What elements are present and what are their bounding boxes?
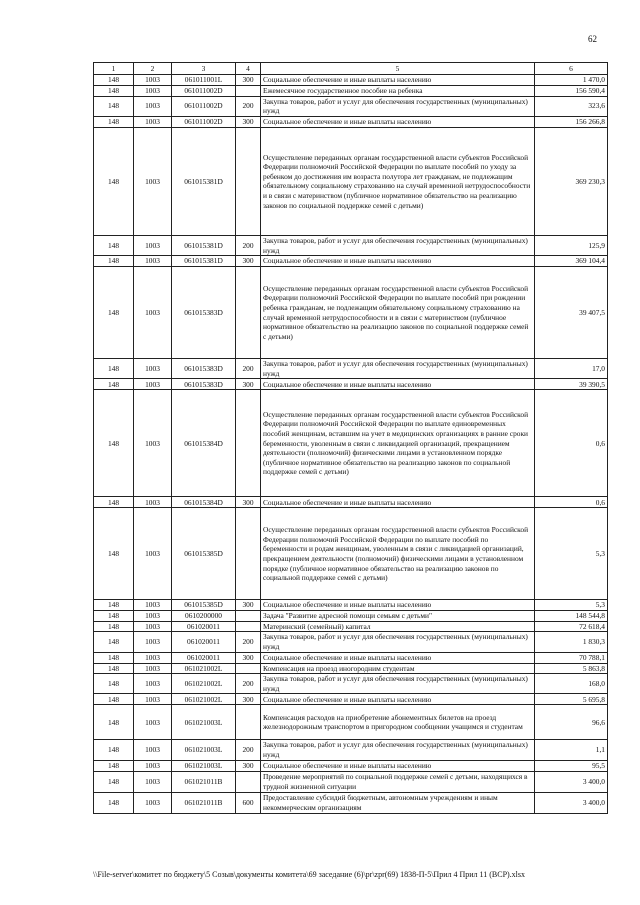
description-cell: Осуществление переданных органам государственной власти субъектов Российской Федерации полномочий Российской Федерации по выплате пособий по уходу за ребенком до достижения им возраста полутора лет гражданам, не подлежащим обязательному социальному страхованию на случай временной нетрудоспособности и в связи с материнством (публичное нормативное обязательство на реализацию законов по социальной поддержке семей с детьми) xyxy=(261,127,535,235)
target-article-cell: 061011002D xyxy=(172,85,236,96)
section-cell: 1003 xyxy=(134,85,172,96)
target-article-cell: 061015384D xyxy=(172,497,236,508)
amount-cell: 17,0 xyxy=(535,359,608,379)
amount-cell: 39 390,5 xyxy=(535,379,608,390)
section-cell: 1003 xyxy=(134,267,172,359)
expense-type-cell: 200 xyxy=(236,632,261,652)
description-cell: Компенсация расходов на приобретение абонементных билетов на проезд железнодорожным транспортом в пригородном сообщении учащимся и студентам xyxy=(261,705,535,740)
column-header: 4 xyxy=(236,63,261,75)
table-row xyxy=(94,359,608,379)
table-row xyxy=(94,235,608,255)
description-cell: Осуществление переданных органам государственной власти субъектов Российской Федерации полномочий Российской Федерации по выплате единовременных пособий женщинам, вставшим на учет в медицинских организациях в ранние сроки беременности, уволенным в связи с ликвидацией организаций, прекращением деятельности (полномочий) физическими лицами в установленном порядке (публичное нормативное обязательство на реализацию законов по социальной поддержке семей с детьми) xyxy=(261,390,535,497)
target-article-cell: 061021003L xyxy=(172,740,236,760)
code-cell: 148 xyxy=(94,96,134,116)
target-article-cell: 061021002L xyxy=(172,674,236,694)
amount-cell: 125,9 xyxy=(535,235,608,255)
target-article-cell: 061021002L xyxy=(172,663,236,674)
target-article-cell: 061021011B xyxy=(172,771,236,792)
code-cell: 148 xyxy=(94,694,134,705)
code-cell: 148 xyxy=(94,256,134,267)
code-cell: 148 xyxy=(94,359,134,379)
table-row xyxy=(94,127,608,235)
description-cell: Проведение мероприятий по социальной поддержке семей с детьми, находящихся в трудной жизненной ситуации xyxy=(261,771,535,792)
table-row xyxy=(94,705,608,740)
code-cell: 148 xyxy=(94,85,134,96)
file-path-footer: \\File-server\комитет по бюджету\5 Созыв\документы комитета\69 заседание (6)\pr\zpr(69) 1838-П-5\Прил 4 Прил 11 (ВСР).xlsx xyxy=(93,870,526,879)
amount-cell: 5,3 xyxy=(535,508,608,600)
table-row xyxy=(94,740,608,760)
target-article-cell: 061021002L xyxy=(172,694,236,705)
description-cell: Осуществление переданных органам государственной власти субъектов Российской Федерации полномочий Российской Федерации по выплате пособий при рождении ребенка гражданам, не подлежащим обязательному социальному страхованию на случай временной нетрудоспособности и в связи с материнством (публичное нормативное обязательство на реализацию законов по социальной поддержке семей с детьми) xyxy=(261,267,535,359)
table-row xyxy=(94,663,608,674)
expense-type-cell: 300 xyxy=(236,116,261,127)
description-cell: Социальное обеспечение и иные выплаты населению xyxy=(261,379,535,390)
table-row xyxy=(94,116,608,127)
description-cell: Социальное обеспечение и иные выплаты населению xyxy=(261,497,535,508)
target-article-cell: 0610200000 xyxy=(172,611,236,622)
section-cell: 1003 xyxy=(134,256,172,267)
description-cell: Материнский (семейный) капитал xyxy=(261,621,535,632)
expense-type-cell: 300 xyxy=(236,600,261,611)
amount-cell: 5 695,8 xyxy=(535,694,608,705)
description-cell: Предоставление субсидий бюджетным, автономным учреждениям и иным некоммерческим организациям xyxy=(261,792,535,813)
description-cell: Осуществление переданных органам государственной власти субъектов Российской Федерации полномочий Российской Федерации по выплате пособий по беременности и родам женщинам, уволенным в связи с ликвидацией организаций, прекращением деятельности (полномочий) физическими лицами в установленном порядке (публичное нормативное обязательство на реализацию законов по социальной поддержке семей с детьми) xyxy=(261,508,535,600)
code-cell: 148 xyxy=(94,267,134,359)
amount-cell: 5 863,8 xyxy=(535,663,608,674)
section-cell: 1003 xyxy=(134,663,172,674)
amount-cell: 95,5 xyxy=(535,760,608,771)
expense-type-cell: 300 xyxy=(236,652,261,663)
amount-cell: 96,6 xyxy=(535,705,608,740)
amount-cell: 323,6 xyxy=(535,96,608,116)
code-cell: 148 xyxy=(94,611,134,622)
table-row xyxy=(94,256,608,267)
expense-type-cell xyxy=(236,705,261,740)
page-number: 62 xyxy=(588,34,597,44)
target-article-cell: 061015381D xyxy=(172,127,236,235)
table-row xyxy=(94,694,608,705)
code-cell: 148 xyxy=(94,116,134,127)
description-cell: Задача "Развитие адресной помощи семьям с детьми" xyxy=(261,611,535,622)
description-cell: Закупка товаров, работ и услуг для обеспечения государственных (муниципальных) нужд xyxy=(261,674,535,694)
table-row xyxy=(94,497,608,508)
expense-type-cell xyxy=(236,267,261,359)
expense-type-cell: 200 xyxy=(236,674,261,694)
expense-type-cell: 200 xyxy=(236,96,261,116)
amount-cell: 0,6 xyxy=(535,497,608,508)
expense-type-cell: 300 xyxy=(236,760,261,771)
expense-type-cell xyxy=(236,85,261,96)
amount-cell: 156 590,4 xyxy=(535,85,608,96)
target-article-cell: 061015385D xyxy=(172,600,236,611)
section-cell: 1003 xyxy=(134,390,172,497)
section-cell: 1003 xyxy=(134,792,172,813)
expense-type-cell: 200 xyxy=(236,235,261,255)
column-header: 2 xyxy=(134,63,172,75)
amount-cell: 369 104,4 xyxy=(535,256,608,267)
section-cell: 1003 xyxy=(134,96,172,116)
table-row xyxy=(94,621,608,632)
description-cell: Социальное обеспечение и иные выплаты населению xyxy=(261,75,535,86)
table-row xyxy=(94,652,608,663)
expense-type-cell: 200 xyxy=(236,740,261,760)
description-cell: Социальное обеспечение и иные выплаты населению xyxy=(261,760,535,771)
amount-cell: 369 230,3 xyxy=(535,127,608,235)
section-cell: 1003 xyxy=(134,75,172,86)
table-row xyxy=(94,760,608,771)
code-cell: 148 xyxy=(94,235,134,255)
code-cell: 148 xyxy=(94,792,134,813)
section-cell: 1003 xyxy=(134,600,172,611)
section-cell: 1003 xyxy=(134,652,172,663)
description-cell: Закупка товаров, работ и услуг для обеспечения государственных (муниципальных) нужд xyxy=(261,632,535,652)
target-article-cell: 061020011 xyxy=(172,632,236,652)
table-row xyxy=(94,674,608,694)
column-header: 6 xyxy=(535,63,608,75)
amount-cell: 156 266,8 xyxy=(535,116,608,127)
section-cell: 1003 xyxy=(134,379,172,390)
expense-type-cell: 300 xyxy=(236,694,261,705)
target-article-cell: 061021003L xyxy=(172,705,236,740)
table-row xyxy=(94,390,608,497)
description-cell: Закупка товаров, работ и услуг для обеспечения государственных (муниципальных) нужд xyxy=(261,235,535,255)
code-cell: 148 xyxy=(94,379,134,390)
expense-type-cell xyxy=(236,771,261,792)
code-cell: 148 xyxy=(94,390,134,497)
column-header: 3 xyxy=(172,63,236,75)
description-cell: Ежемесячное государственное пособие на ребенка xyxy=(261,85,535,96)
expense-type-cell xyxy=(236,127,261,235)
amount-cell: 70 788,1 xyxy=(535,652,608,663)
expense-type-cell xyxy=(236,621,261,632)
amount-cell: 148 544,8 xyxy=(535,611,608,622)
code-cell: 148 xyxy=(94,652,134,663)
code-cell: 148 xyxy=(94,760,134,771)
expense-type-cell xyxy=(236,663,261,674)
code-cell: 148 xyxy=(94,674,134,694)
table-row xyxy=(94,379,608,390)
description-cell: Социальное обеспечение и иные выплаты населению xyxy=(261,652,535,663)
target-article-cell: 061015383D xyxy=(172,359,236,379)
expense-type-cell xyxy=(236,611,261,622)
table-body xyxy=(94,75,608,814)
amount-cell: 1 830,3 xyxy=(535,632,608,652)
section-cell: 1003 xyxy=(134,127,172,235)
expense-type-cell: 300 xyxy=(236,75,261,86)
code-cell: 148 xyxy=(94,663,134,674)
expense-type-cell: 300 xyxy=(236,256,261,267)
column-header: 5 xyxy=(261,63,535,75)
target-article-cell: 061015383D xyxy=(172,267,236,359)
code-cell: 148 xyxy=(94,705,134,740)
expense-type-cell xyxy=(236,390,261,497)
table-row xyxy=(94,85,608,96)
section-cell: 1003 xyxy=(134,760,172,771)
description-cell: Закупка товаров, работ и услуг для обеспечения государственных (муниципальных) нужд xyxy=(261,96,535,116)
amount-cell: 168,0 xyxy=(535,674,608,694)
table-row xyxy=(94,771,608,792)
target-article-cell: 061015381D xyxy=(172,235,236,255)
column-header: 1 xyxy=(94,63,134,75)
expense-type-cell: 300 xyxy=(236,497,261,508)
target-article-cell: 061015383D xyxy=(172,379,236,390)
description-cell: Социальное обеспечение и иные выплаты населению xyxy=(261,116,535,127)
code-cell: 148 xyxy=(94,740,134,760)
section-cell: 1003 xyxy=(134,497,172,508)
table-row xyxy=(94,600,608,611)
amount-cell: 3 400,0 xyxy=(535,792,608,813)
target-article-cell: 061020011 xyxy=(172,621,236,632)
section-cell: 1003 xyxy=(134,740,172,760)
section-cell: 1003 xyxy=(134,621,172,632)
code-cell: 148 xyxy=(94,75,134,86)
target-article-cell: 061015385D xyxy=(172,508,236,600)
target-article-cell: 061011001L xyxy=(172,75,236,86)
section-cell: 1003 xyxy=(134,508,172,600)
section-cell: 1003 xyxy=(134,674,172,694)
amount-cell: 1 470,0 xyxy=(535,75,608,86)
section-cell: 1003 xyxy=(134,771,172,792)
section-cell: 1003 xyxy=(134,116,172,127)
code-cell: 148 xyxy=(94,508,134,600)
amount-cell: 39 407,5 xyxy=(535,267,608,359)
target-article-cell: 061021003L xyxy=(172,760,236,771)
target-article-cell: 061020011 xyxy=(172,652,236,663)
description-cell: Закупка товаров, работ и услуг для обеспечения государственных (муниципальных) нужд xyxy=(261,740,535,760)
table-row xyxy=(94,792,608,813)
table-row xyxy=(94,75,608,86)
expense-type-cell: 200 xyxy=(236,359,261,379)
table-row xyxy=(94,611,608,622)
description-cell: Социальное обеспечение и иные выплаты населению xyxy=(261,256,535,267)
target-article-cell: 061011002D xyxy=(172,116,236,127)
code-cell: 148 xyxy=(94,497,134,508)
amount-cell: 5,3 xyxy=(535,600,608,611)
amount-cell: 1,1 xyxy=(535,740,608,760)
table-row xyxy=(94,632,608,652)
target-article-cell: 061021011B xyxy=(172,792,236,813)
table-row xyxy=(94,508,608,600)
expense-type-cell xyxy=(236,508,261,600)
description-cell: Компенсация на проезд иногородним студентам xyxy=(261,663,535,674)
table-row xyxy=(94,267,608,359)
code-cell: 148 xyxy=(94,632,134,652)
expense-type-cell: 600 xyxy=(236,792,261,813)
amount-cell: 0,6 xyxy=(535,390,608,497)
code-cell: 148 xyxy=(94,771,134,792)
description-cell: Социальное обеспечение и иные выплаты населению xyxy=(261,600,535,611)
section-cell: 1003 xyxy=(134,359,172,379)
amount-cell: 3 400,0 xyxy=(535,771,608,792)
description-cell: Социальное обеспечение и иные выплаты населению xyxy=(261,694,535,705)
code-cell: 148 xyxy=(94,127,134,235)
code-cell: 148 xyxy=(94,600,134,611)
budget-table xyxy=(93,62,608,814)
code-cell: 148 xyxy=(94,621,134,632)
amount-cell: 72 618,4 xyxy=(535,621,608,632)
section-cell: 1003 xyxy=(134,235,172,255)
expense-type-cell: 300 xyxy=(236,379,261,390)
section-cell: 1003 xyxy=(134,694,172,705)
target-article-cell: 061015384D xyxy=(172,390,236,497)
header-row xyxy=(94,63,608,75)
table-row xyxy=(94,96,608,116)
description-cell: Закупка товаров, работ и услуг для обеспечения государственных (муниципальных) нужд xyxy=(261,359,535,379)
section-cell: 1003 xyxy=(134,705,172,740)
section-cell: 1003 xyxy=(134,611,172,622)
section-cell: 1003 xyxy=(134,632,172,652)
target-article-cell: 061015381D xyxy=(172,256,236,267)
target-article-cell: 061011002D xyxy=(172,96,236,116)
